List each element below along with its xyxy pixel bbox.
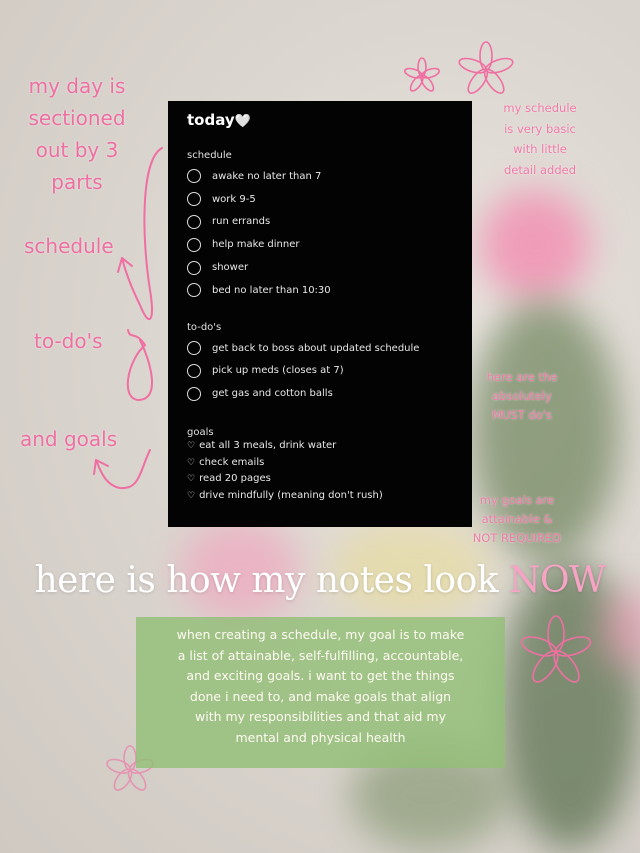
headline-text: here is how my notes look	[34, 560, 499, 601]
schedule-item[interactable]	[187, 188, 454, 211]
annotation-line: detail added	[504, 162, 576, 177]
heart-icon: ♡	[187, 474, 196, 485]
description-line: a list of attainable, self-fulfilling, accountable,	[177, 647, 464, 663]
annotation-line: with little	[513, 142, 567, 156]
annotation-line: my goals are	[479, 493, 555, 507]
white-heart-icon: 🤍	[234, 114, 251, 129]
todo-item[interactable]	[187, 382, 454, 405]
schedule-item-text: help make dinner	[212, 239, 300, 251]
annotation-line: attainable &	[481, 512, 553, 526]
annotation-line: here are the	[486, 370, 558, 384]
headline	[0, 560, 640, 601]
todo-header: to-do's	[187, 321, 222, 333]
checkbox-circle-icon[interactable]	[187, 364, 201, 378]
annotation-line: out by 3	[35, 138, 119, 162]
annotation-schedule-basic	[484, 98, 596, 180]
goal-item	[187, 488, 454, 505]
schedule-item-text: shower	[212, 262, 249, 274]
todo-item-text: get back to boss about updated schedule	[212, 342, 420, 354]
schedule-item[interactable]	[187, 256, 454, 279]
checkbox-circle-icon[interactable]	[187, 341, 201, 355]
checkbox-circle-icon[interactable]	[187, 238, 201, 252]
todo-list	[187, 337, 454, 405]
schedule-list	[187, 165, 454, 302]
goal-item-text: check emails	[199, 456, 265, 468]
description-line: and exciting goals. i want to get the things	[186, 668, 455, 683]
goals-list	[187, 438, 454, 504]
checkbox-circle-icon[interactable]	[187, 261, 201, 275]
schedule-item[interactable]	[187, 233, 454, 256]
goal-item-text: eat all 3 meals, drink water	[199, 440, 337, 452]
annotation-todos: to-do's	[34, 329, 103, 353]
annotation-day-sections	[18, 70, 136, 198]
todo-item[interactable]	[187, 360, 454, 383]
headline-accent: NOW	[509, 560, 606, 601]
schedule-header: schedule	[187, 150, 232, 161]
annotation-schedule: schedule	[24, 234, 114, 258]
goal-item	[187, 438, 454, 455]
annotation-goals: and goals	[20, 427, 118, 451]
schedule-item[interactable]	[187, 211, 454, 234]
checkbox-circle-icon[interactable]	[187, 192, 201, 206]
note-title-text: today	[187, 111, 235, 129]
heart-icon: ♡	[187, 441, 196, 452]
schedule-item-text: run errands	[212, 216, 271, 228]
todo-item-text: get gas and cotton balls	[212, 388, 333, 400]
schedule-item-text: work 9-5	[212, 193, 256, 205]
goal-item	[187, 455, 454, 472]
annotation-line: my day is	[28, 74, 126, 98]
annotation-line: MUST do's	[492, 408, 552, 422]
checkbox-circle-icon[interactable]	[187, 169, 201, 183]
schedule-item[interactable]	[187, 279, 454, 302]
todo-item[interactable]	[187, 337, 454, 360]
note-title	[187, 111, 454, 129]
description-line: when creating a schedule, my goal is to make	[176, 627, 465, 642]
goal-item-text: drive mindfully (meaning don't rush)	[199, 489, 383, 501]
description-box	[136, 617, 505, 768]
heart-icon: ♡	[187, 457, 196, 468]
description-line: mental and physical health	[235, 729, 406, 745]
checkbox-circle-icon[interactable]	[187, 387, 201, 401]
notes-card	[168, 101, 472, 527]
goal-item-text: read 20 pages	[199, 473, 271, 485]
annotation-line: is very basic	[504, 121, 576, 136]
checkbox-circle-icon[interactable]	[187, 215, 201, 229]
goal-item	[187, 471, 454, 488]
annotation-line: sectioned	[28, 106, 126, 130]
checkbox-circle-icon[interactable]	[187, 283, 201, 297]
schedule-item-text: bed no later than 10:30	[212, 284, 331, 296]
annotation-line: parts	[51, 170, 103, 194]
description-line: done i need to, and make goals that align	[189, 688, 452, 704]
goals-header: goals	[187, 427, 214, 439]
annotation-line: absolutely	[492, 389, 552, 403]
todo-item-text: pick up meds (closes at 7)	[212, 365, 344, 377]
schedule-item[interactable]	[187, 165, 454, 188]
schedule-item-text: awake no later than 7	[212, 170, 322, 182]
annotation-line: my schedule	[503, 101, 577, 115]
heart-icon: ♡	[187, 490, 196, 501]
annotation-goals-attainable	[466, 491, 568, 548]
description-line: with my responsibilities and that aid my	[195, 709, 446, 724]
annotation-line: NOT REQUIRED	[472, 531, 562, 545]
annotation-must-dos	[470, 368, 574, 425]
